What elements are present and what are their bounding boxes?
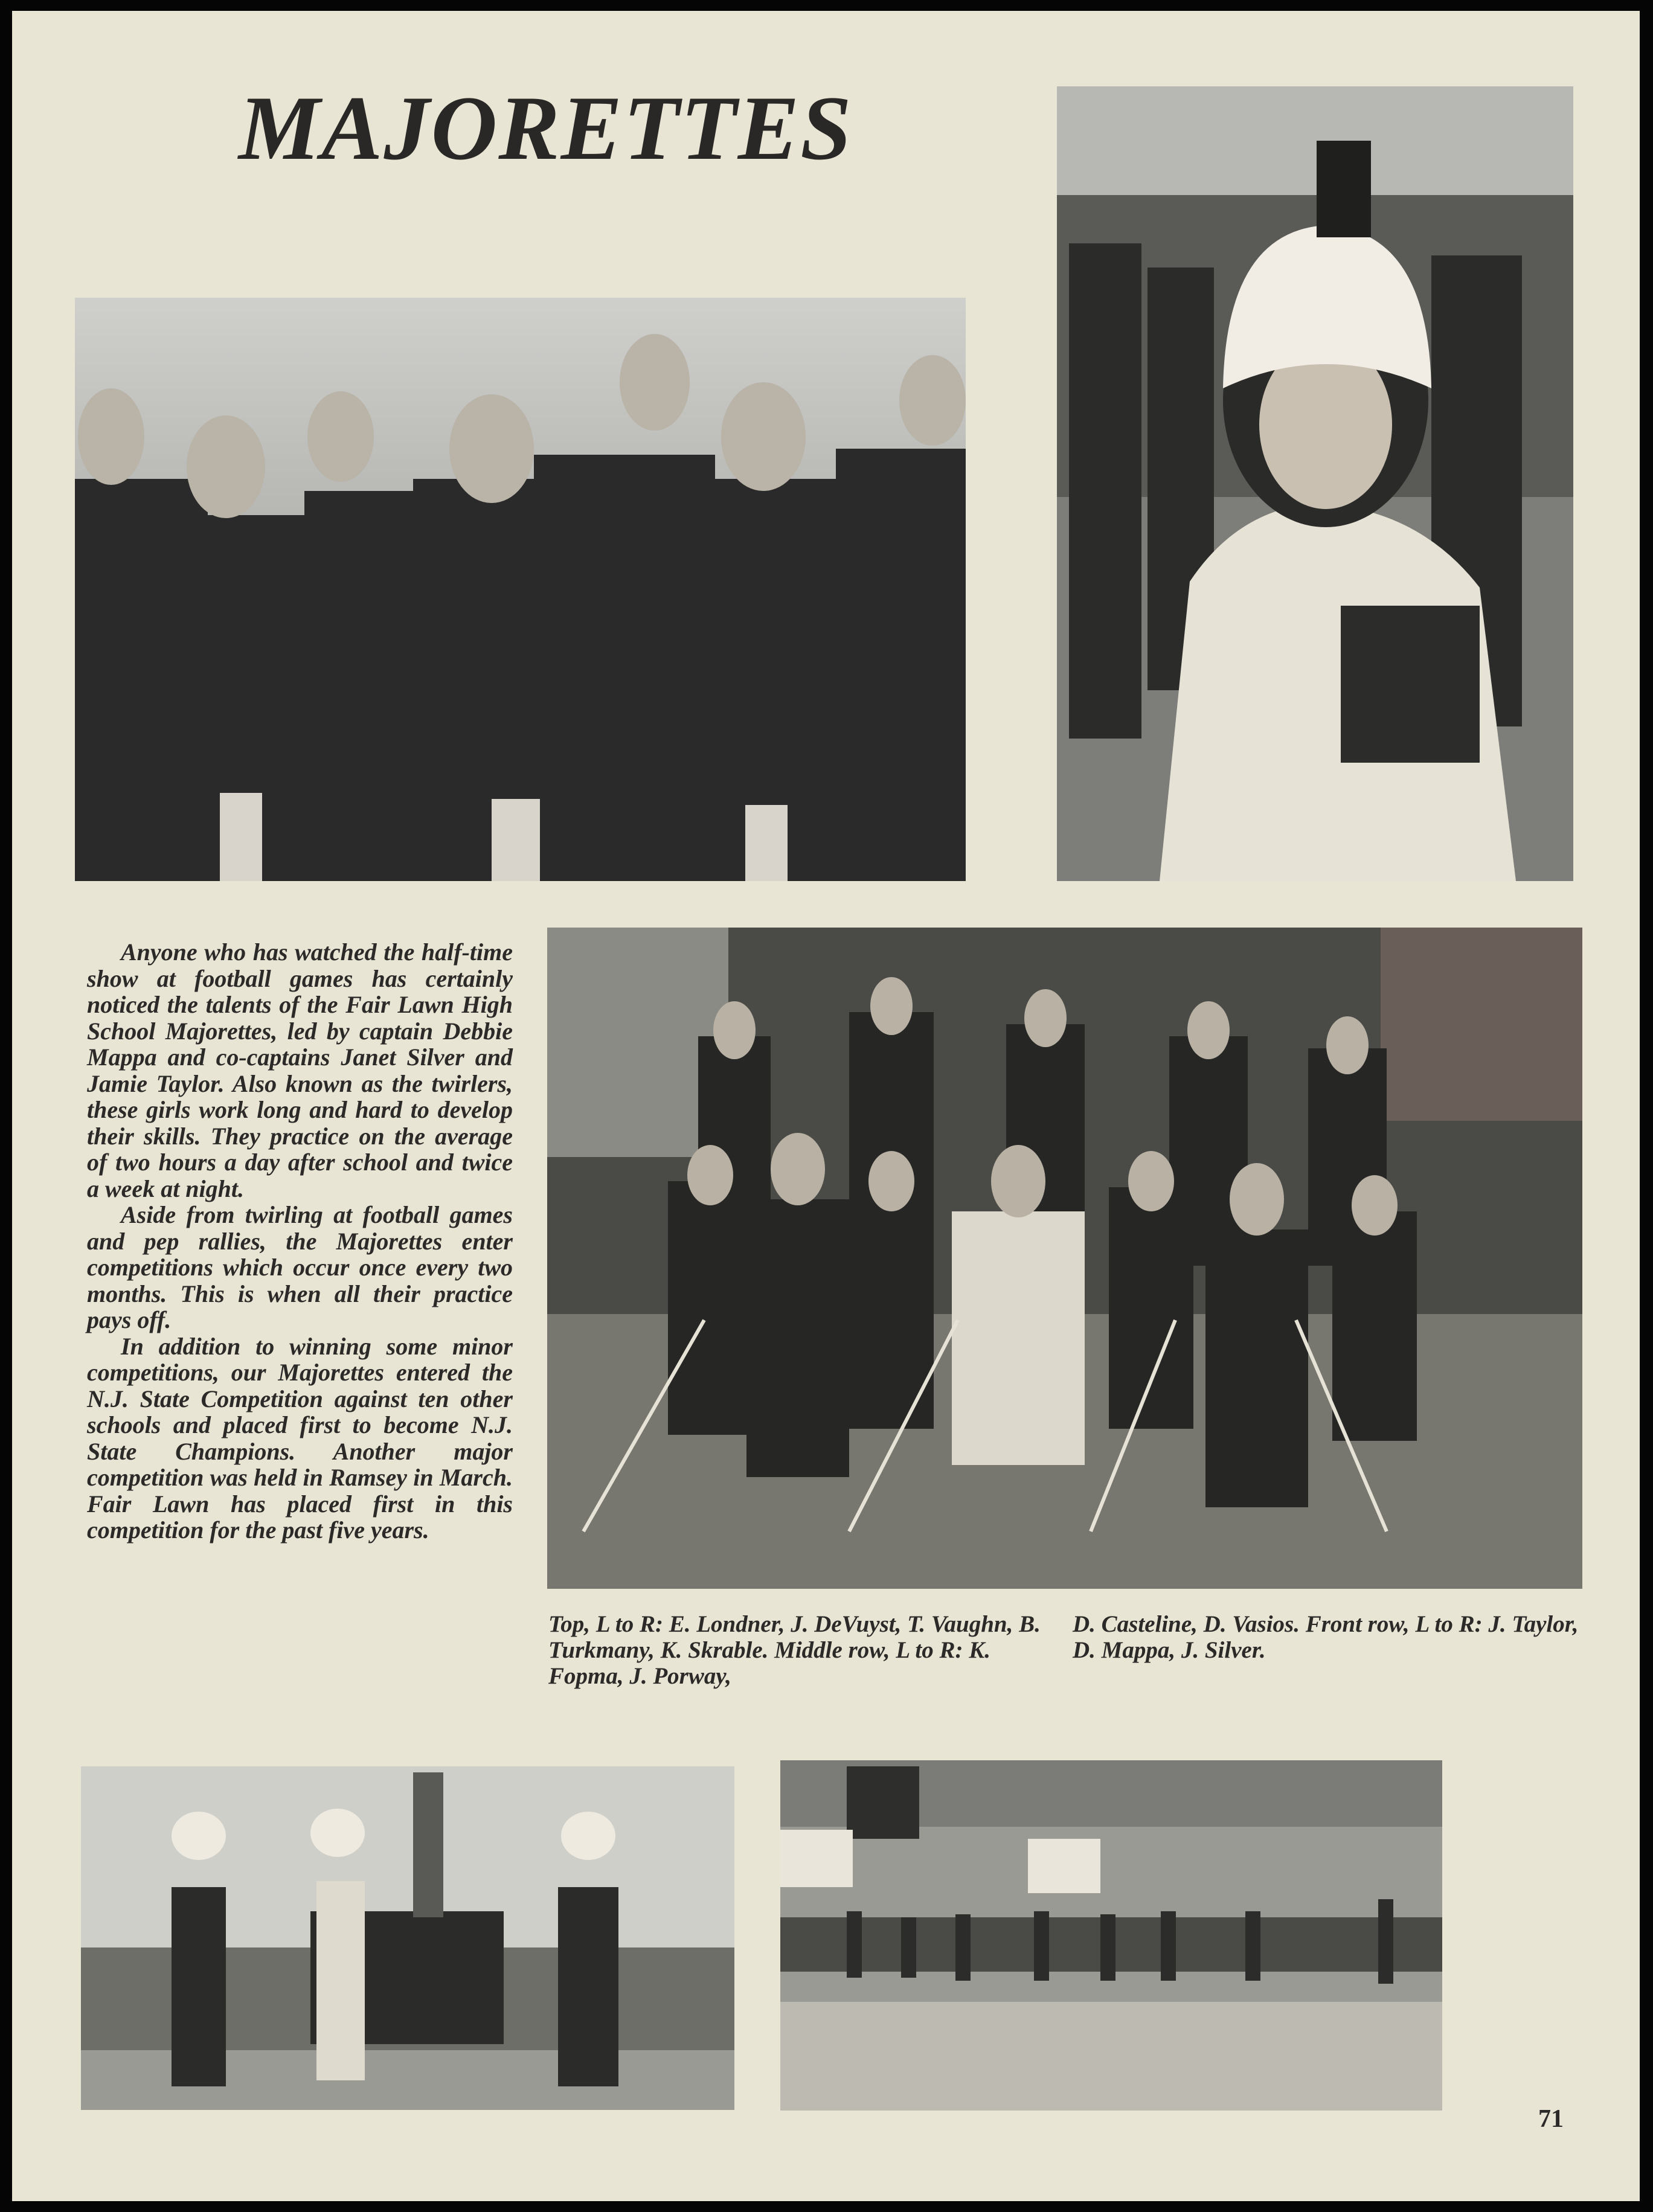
page-title: MAJORETTES bbox=[239, 77, 853, 179]
article-text bbox=[87, 939, 513, 1544]
photo-majorettes-cheering bbox=[75, 298, 966, 881]
article-paragraph: Anyone who has watched the half-time show at football games has certainly noticed the talents of the Fair Lawn High School Majorettes, led by captain Debbie Mappa and co-captains Janet Silver and Jamie Taylor. Also known as the twirlers, these girls work long and hard to develop their skills. They practice on the average of two hours a day after school and twice a week at night. bbox=[87, 938, 513, 1202]
group-photo-caption-left: Top, L to R: E. Londner, J. DeVuyst, T. Vaughn, B. Turkmany, K. Skrable. Middle row, L to R: K. Fopma, J. Porway, bbox=[548, 1611, 1041, 1689]
photo-gym-performance bbox=[780, 1760, 1442, 2111]
page-number: 71 bbox=[1538, 2105, 1564, 2133]
group-photo-caption-right: D. Casteline, D. Vasios. Front row, L to R: J. Taylor, D. Mappa, J. Silver. bbox=[1073, 1611, 1579, 1663]
photo-majorettes-parade bbox=[81, 1766, 734, 2110]
photo-majorette-portrait bbox=[1057, 86, 1573, 881]
article-paragraph: In addition to winning some minor competitions, our Majorettes entered the N.J. State Competition against ten other schools and placed first to become N.J. State Champions. Another major competition was held in Ramsey in March. Fair Lawn has placed first in this competition for the past five years. bbox=[87, 1332, 513, 1544]
article-paragraph: Aside from twirling at football games and pep rallies, the Majorettes enter competitions which occur once every two months. This is when all their practice pays off. bbox=[87, 1201, 513, 1333]
yearbook-page bbox=[12, 11, 1640, 2201]
photo-majorettes-group bbox=[547, 928, 1582, 1589]
